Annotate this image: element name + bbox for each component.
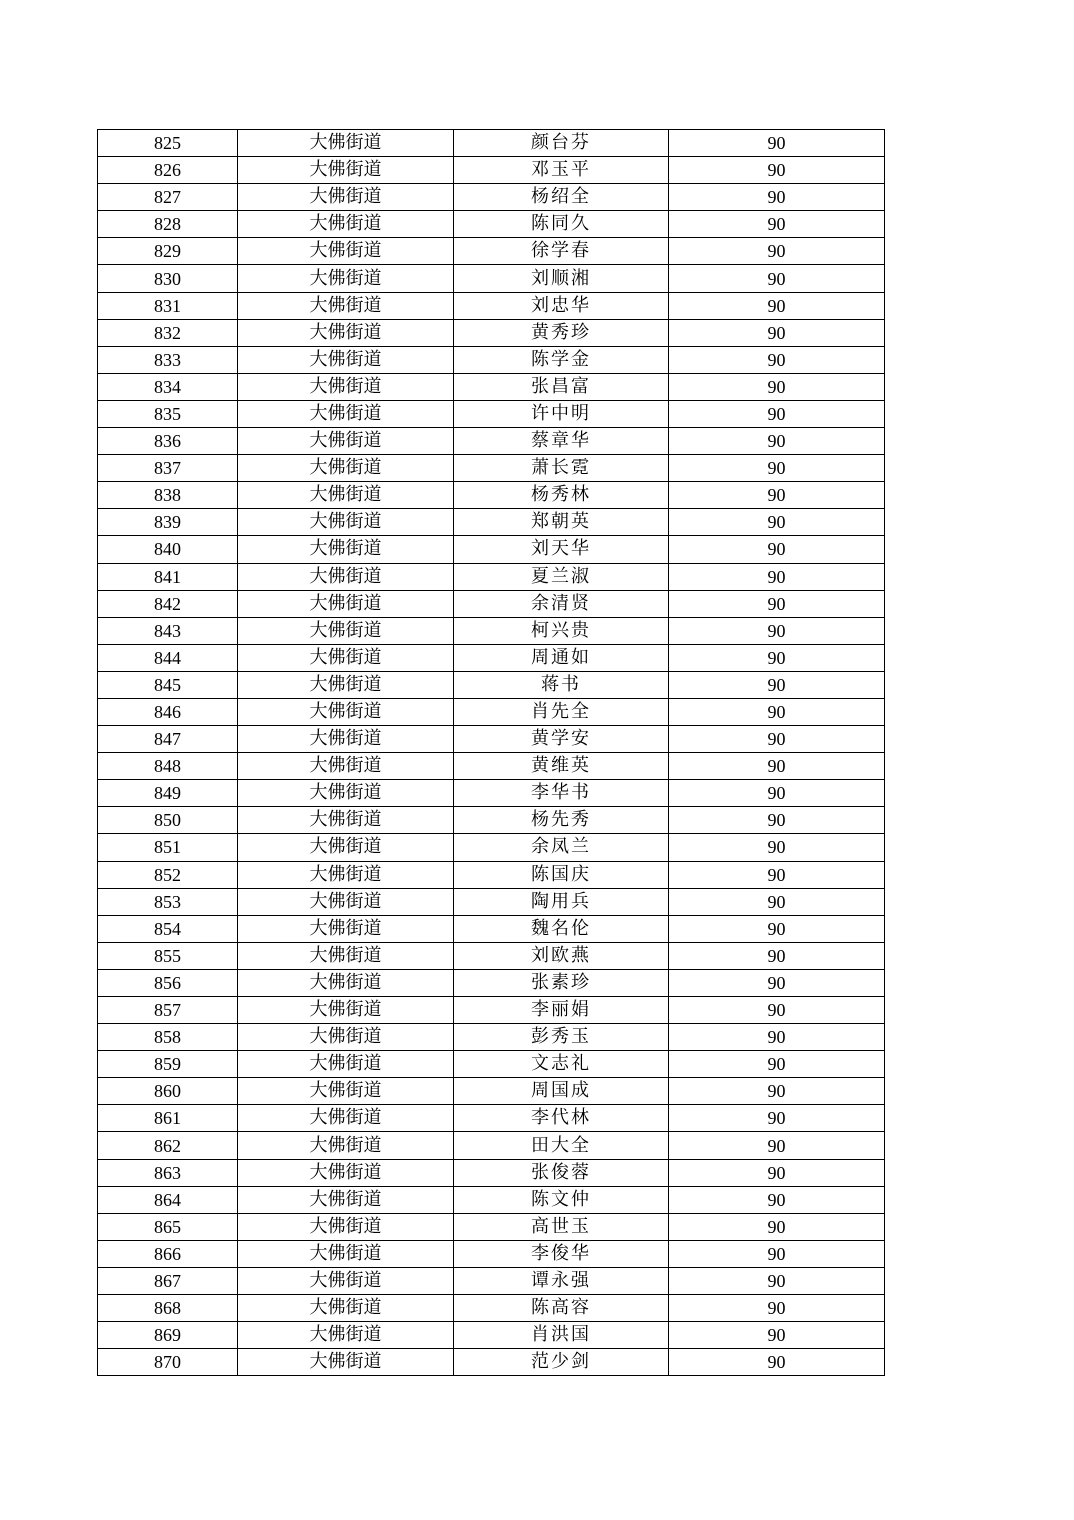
row-number-cell: 866 — [98, 1240, 238, 1267]
name-cell: 徐学春 — [454, 238, 669, 265]
table-row — [98, 1105, 885, 1132]
score-cell: 90 — [669, 238, 885, 265]
table-row — [98, 671, 885, 698]
table-row — [98, 346, 885, 373]
score-cell: 90 — [669, 509, 885, 536]
name-cell: 黄维英 — [454, 753, 669, 780]
table-row — [98, 590, 885, 617]
row-number-cell: 833 — [98, 346, 238, 373]
name-cell: 颜台芬 — [454, 130, 669, 157]
row-number-cell: 844 — [98, 644, 238, 671]
name-cell: 陈文仲 — [454, 1186, 669, 1213]
row-number-cell: 848 — [98, 753, 238, 780]
name-cell: 文志礼 — [454, 1051, 669, 1078]
name-cell: 李俊华 — [454, 1240, 669, 1267]
table-row — [98, 509, 885, 536]
name-cell: 张素珍 — [454, 969, 669, 996]
row-number-cell: 854 — [98, 915, 238, 942]
score-cell: 90 — [669, 942, 885, 969]
score-cell: 90 — [669, 888, 885, 915]
district-cell: 大佛街道 — [238, 184, 454, 211]
table-row — [98, 861, 885, 888]
row-number-cell: 855 — [98, 942, 238, 969]
row-number-cell: 842 — [98, 590, 238, 617]
table-row — [98, 726, 885, 753]
name-cell: 刘忠华 — [454, 292, 669, 319]
district-cell: 大佛街道 — [238, 1024, 454, 1051]
district-cell: 大佛街道 — [238, 1078, 454, 1105]
table-row — [98, 482, 885, 509]
row-number-cell: 840 — [98, 536, 238, 563]
table-row — [98, 1159, 885, 1186]
row-number-cell: 847 — [98, 726, 238, 753]
table-row — [98, 915, 885, 942]
district-cell: 大佛街道 — [238, 346, 454, 373]
table-row — [98, 211, 885, 238]
district-cell: 大佛街道 — [238, 780, 454, 807]
district-cell: 大佛街道 — [238, 834, 454, 861]
score-cell: 90 — [669, 834, 885, 861]
row-number-cell: 863 — [98, 1159, 238, 1186]
district-cell: 大佛街道 — [238, 644, 454, 671]
table-row — [98, 1024, 885, 1051]
district-cell: 大佛街道 — [238, 997, 454, 1024]
district-cell: 大佛街道 — [238, 888, 454, 915]
score-cell: 90 — [669, 1024, 885, 1051]
table-row — [98, 807, 885, 834]
table-row — [98, 1240, 885, 1267]
district-cell: 大佛街道 — [238, 915, 454, 942]
district-cell: 大佛街道 — [238, 130, 454, 157]
table-row — [98, 969, 885, 996]
name-cell: 范少剑 — [454, 1349, 669, 1376]
table-row — [98, 455, 885, 482]
score-cell: 90 — [669, 130, 885, 157]
row-number-cell: 853 — [98, 888, 238, 915]
row-number-cell: 831 — [98, 292, 238, 319]
score-cell: 90 — [669, 726, 885, 753]
table-row — [98, 373, 885, 400]
district-cell: 大佛街道 — [238, 455, 454, 482]
district-cell: 大佛街道 — [238, 1051, 454, 1078]
table-row — [98, 1051, 885, 1078]
district-cell: 大佛街道 — [238, 157, 454, 184]
score-cell: 90 — [669, 1159, 885, 1186]
row-number-cell: 846 — [98, 698, 238, 725]
row-number-cell: 843 — [98, 617, 238, 644]
score-cell: 90 — [669, 915, 885, 942]
name-cell: 田大全 — [454, 1132, 669, 1159]
district-cell: 大佛街道 — [238, 211, 454, 238]
name-cell: 柯兴贵 — [454, 617, 669, 644]
row-number-cell: 850 — [98, 807, 238, 834]
row-number-cell: 826 — [98, 157, 238, 184]
district-cell: 大佛街道 — [238, 265, 454, 292]
table-row — [98, 1213, 885, 1240]
name-cell: 陈同久 — [454, 211, 669, 238]
score-cell: 90 — [669, 969, 885, 996]
table-row — [98, 536, 885, 563]
row-number-cell: 834 — [98, 373, 238, 400]
district-cell: 大佛街道 — [238, 753, 454, 780]
name-cell: 杨绍全 — [454, 184, 669, 211]
name-cell: 陈高容 — [454, 1295, 669, 1322]
name-cell: 邓玉平 — [454, 157, 669, 184]
table-row — [98, 265, 885, 292]
score-cell: 90 — [669, 211, 885, 238]
row-number-cell: 829 — [98, 238, 238, 265]
table-row — [98, 942, 885, 969]
district-cell: 大佛街道 — [238, 373, 454, 400]
name-cell: 陈国庆 — [454, 861, 669, 888]
row-number-cell: 859 — [98, 1051, 238, 1078]
table-row — [98, 319, 885, 346]
roster-table — [97, 129, 885, 1376]
row-number-cell: 851 — [98, 834, 238, 861]
district-cell: 大佛街道 — [238, 1349, 454, 1376]
name-cell: 周通如 — [454, 644, 669, 671]
table-row — [98, 780, 885, 807]
score-cell: 90 — [669, 861, 885, 888]
name-cell: 余凤兰 — [454, 834, 669, 861]
row-number-cell: 837 — [98, 455, 238, 482]
name-cell: 黄秀珍 — [454, 319, 669, 346]
name-cell: 郑朝英 — [454, 509, 669, 536]
district-cell: 大佛街道 — [238, 1267, 454, 1294]
district-cell: 大佛街道 — [238, 671, 454, 698]
score-cell: 90 — [669, 536, 885, 563]
score-cell: 90 — [669, 373, 885, 400]
score-cell: 90 — [669, 671, 885, 698]
district-cell: 大佛街道 — [238, 509, 454, 536]
table-row — [98, 563, 885, 590]
district-cell: 大佛街道 — [238, 400, 454, 427]
table-row — [98, 698, 885, 725]
row-number-cell: 862 — [98, 1132, 238, 1159]
score-cell: 90 — [669, 265, 885, 292]
row-number-cell: 832 — [98, 319, 238, 346]
name-cell: 杨先秀 — [454, 807, 669, 834]
table-row — [98, 1078, 885, 1105]
table-row — [98, 428, 885, 455]
score-cell: 90 — [669, 292, 885, 319]
district-cell: 大佛街道 — [238, 482, 454, 509]
district-cell: 大佛街道 — [238, 942, 454, 969]
score-cell: 90 — [669, 1078, 885, 1105]
score-cell: 90 — [669, 617, 885, 644]
row-number-cell: 827 — [98, 184, 238, 211]
district-cell: 大佛街道 — [238, 590, 454, 617]
table-row — [98, 1132, 885, 1159]
score-cell: 90 — [669, 319, 885, 346]
row-number-cell: 857 — [98, 997, 238, 1024]
score-cell: 90 — [669, 1267, 885, 1294]
score-cell: 90 — [669, 563, 885, 590]
table-row — [98, 400, 885, 427]
score-cell: 90 — [669, 807, 885, 834]
table-row — [98, 1186, 885, 1213]
name-cell: 蒋书 — [454, 671, 669, 698]
row-number-cell: 852 — [98, 861, 238, 888]
name-cell: 肖先全 — [454, 698, 669, 725]
score-cell: 90 — [669, 1051, 885, 1078]
district-cell: 大佛街道 — [238, 1186, 454, 1213]
district-cell: 大佛街道 — [238, 319, 454, 346]
name-cell: 高世玉 — [454, 1213, 669, 1240]
row-number-cell: 839 — [98, 509, 238, 536]
district-cell: 大佛街道 — [238, 1213, 454, 1240]
name-cell: 夏兰淑 — [454, 563, 669, 590]
name-cell: 余清贤 — [454, 590, 669, 617]
name-cell: 陈学金 — [454, 346, 669, 373]
table-row — [98, 1295, 885, 1322]
name-cell: 肖洪国 — [454, 1322, 669, 1349]
score-cell: 90 — [669, 482, 885, 509]
score-cell: 90 — [669, 698, 885, 725]
score-cell: 90 — [669, 997, 885, 1024]
name-cell: 刘天华 — [454, 536, 669, 563]
name-cell: 彭秀玉 — [454, 1024, 669, 1051]
district-cell: 大佛街道 — [238, 698, 454, 725]
score-cell: 90 — [669, 590, 885, 617]
table-row — [98, 997, 885, 1024]
score-cell: 90 — [669, 455, 885, 482]
name-cell: 许中明 — [454, 400, 669, 427]
name-cell: 杨秀林 — [454, 482, 669, 509]
name-cell: 周国成 — [454, 1078, 669, 1105]
row-number-cell: 849 — [98, 780, 238, 807]
district-cell: 大佛街道 — [238, 563, 454, 590]
row-number-cell: 836 — [98, 428, 238, 455]
row-number-cell: 869 — [98, 1322, 238, 1349]
district-cell: 大佛街道 — [238, 536, 454, 563]
name-cell: 陶用兵 — [454, 888, 669, 915]
row-number-cell: 841 — [98, 563, 238, 590]
score-cell: 90 — [669, 1240, 885, 1267]
district-cell: 大佛街道 — [238, 617, 454, 644]
district-cell: 大佛街道 — [238, 238, 454, 265]
row-number-cell: 870 — [98, 1349, 238, 1376]
score-cell: 90 — [669, 1213, 885, 1240]
table-row — [98, 1322, 885, 1349]
table-row — [98, 238, 885, 265]
name-cell: 张俊蓉 — [454, 1159, 669, 1186]
name-cell: 张昌富 — [454, 373, 669, 400]
district-cell: 大佛街道 — [238, 1295, 454, 1322]
table-row — [98, 617, 885, 644]
score-cell: 90 — [669, 780, 885, 807]
table-row — [98, 1349, 885, 1376]
district-cell: 大佛街道 — [238, 428, 454, 455]
table-row — [98, 644, 885, 671]
row-number-cell: 867 — [98, 1267, 238, 1294]
score-cell: 90 — [669, 1105, 885, 1132]
district-cell: 大佛街道 — [238, 1105, 454, 1132]
score-cell: 90 — [669, 428, 885, 455]
table-row — [98, 834, 885, 861]
score-cell: 90 — [669, 1322, 885, 1349]
score-cell: 90 — [669, 184, 885, 211]
table-row — [98, 157, 885, 184]
name-cell: 李代林 — [454, 1105, 669, 1132]
row-number-cell: 864 — [98, 1186, 238, 1213]
name-cell: 谭永强 — [454, 1267, 669, 1294]
table-row — [98, 1267, 885, 1294]
name-cell: 刘顺湘 — [454, 265, 669, 292]
row-number-cell: 860 — [98, 1078, 238, 1105]
district-cell: 大佛街道 — [238, 1240, 454, 1267]
row-number-cell: 825 — [98, 130, 238, 157]
name-cell: 黄学安 — [454, 726, 669, 753]
name-cell: 刘欧燕 — [454, 942, 669, 969]
row-number-cell: 835 — [98, 400, 238, 427]
row-number-cell: 856 — [98, 969, 238, 996]
table-row — [98, 184, 885, 211]
score-cell: 90 — [669, 1295, 885, 1322]
district-cell: 大佛街道 — [238, 861, 454, 888]
table-row — [98, 753, 885, 780]
district-cell: 大佛街道 — [238, 292, 454, 319]
row-number-cell: 858 — [98, 1024, 238, 1051]
row-number-cell: 865 — [98, 1213, 238, 1240]
table-row — [98, 292, 885, 319]
row-number-cell: 845 — [98, 671, 238, 698]
district-cell: 大佛街道 — [238, 1132, 454, 1159]
district-cell: 大佛街道 — [238, 1322, 454, 1349]
score-cell: 90 — [669, 346, 885, 373]
district-cell: 大佛街道 — [238, 969, 454, 996]
district-cell: 大佛街道 — [238, 726, 454, 753]
row-number-cell: 830 — [98, 265, 238, 292]
score-cell: 90 — [669, 1186, 885, 1213]
table-row — [98, 888, 885, 915]
roster-table-body — [98, 130, 885, 1376]
name-cell: 萧长霓 — [454, 455, 669, 482]
district-cell: 大佛街道 — [238, 807, 454, 834]
name-cell: 李丽娟 — [454, 997, 669, 1024]
district-cell: 大佛街道 — [238, 1159, 454, 1186]
row-number-cell: 861 — [98, 1105, 238, 1132]
name-cell: 李华书 — [454, 780, 669, 807]
score-cell: 90 — [669, 644, 885, 671]
score-cell: 90 — [669, 157, 885, 184]
name-cell: 魏名伦 — [454, 915, 669, 942]
score-cell: 90 — [669, 1132, 885, 1159]
score-cell: 90 — [669, 753, 885, 780]
score-cell: 90 — [669, 1349, 885, 1376]
row-number-cell: 868 — [98, 1295, 238, 1322]
row-number-cell: 828 — [98, 211, 238, 238]
score-cell: 90 — [669, 400, 885, 427]
table-row — [98, 130, 885, 157]
row-number-cell: 838 — [98, 482, 238, 509]
name-cell: 蔡章华 — [454, 428, 669, 455]
